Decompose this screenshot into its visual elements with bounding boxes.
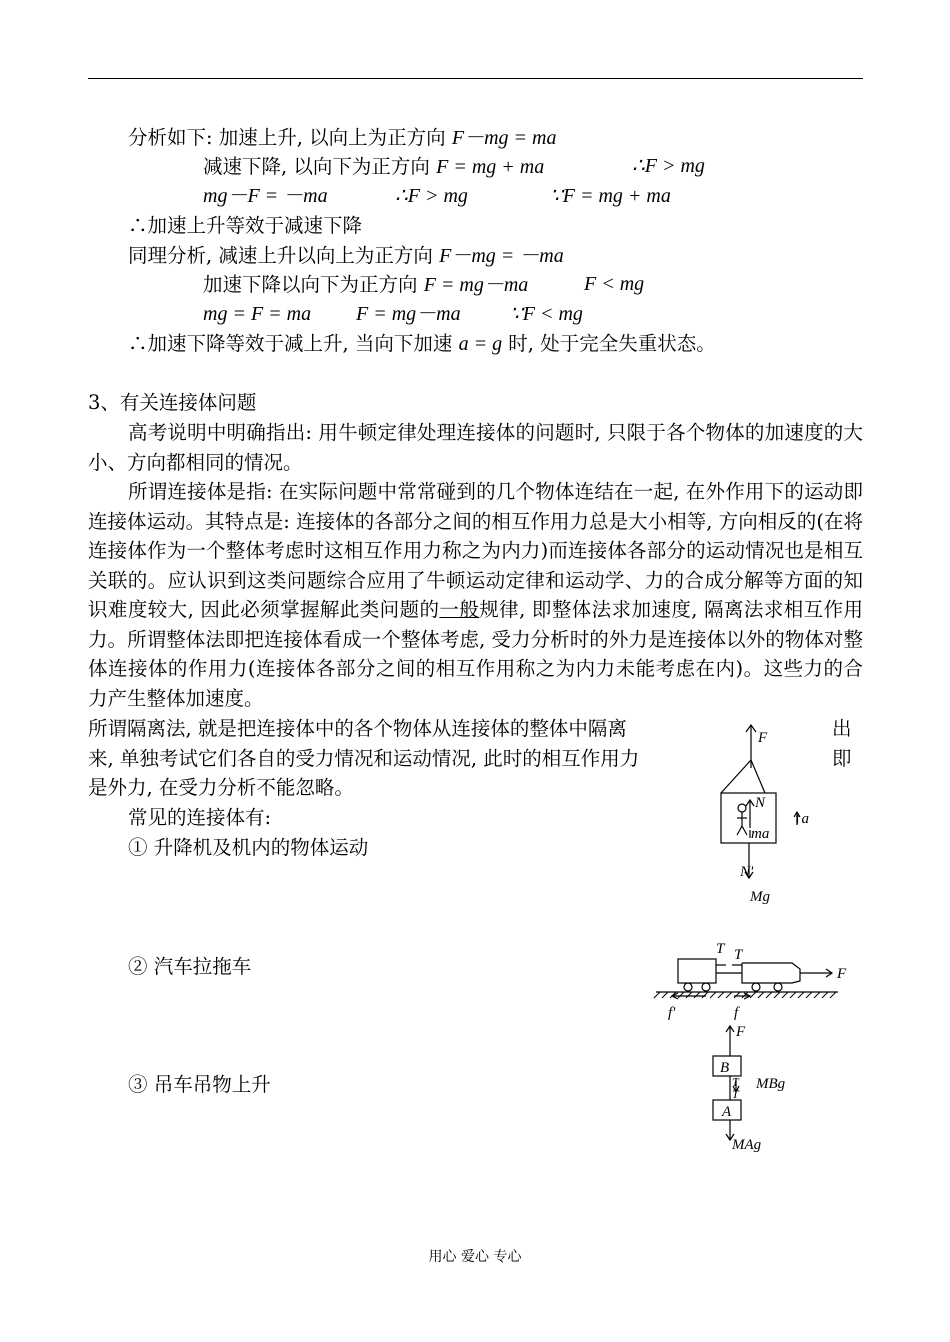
analysis-line-2: 减速下降, 以向下为正方向 F = mg + ma <box>203 155 545 178</box>
label-f: f <box>734 1005 739 1021</box>
label-MAg: MAg <box>732 1137 762 1153</box>
label-T-lower: T <box>732 1087 739 1101</box>
analysis-line-1: 分析如下: 加速上升, 以向上为正方向 F－mg = ma <box>128 126 557 149</box>
label-A: A <box>722 1104 732 1120</box>
underlined-text: 一般 <box>439 598 480 621</box>
label-F: F <box>758 730 768 746</box>
analysis-line-4: ∴加速上升等效于减速下降 <box>128 214 363 237</box>
analysis-line-3b: ∴F > mg <box>395 185 468 207</box>
crane-diagram <box>700 1022 810 1157</box>
page-footer: 用心 爱心 专心 <box>428 1249 522 1265</box>
section-title: 3、有关连接体问题 <box>88 391 257 414</box>
paragraph-3-line-1-end: 出 <box>832 717 852 740</box>
label-F: F <box>837 966 847 982</box>
paragraph-3-line-2: 来, 单独考试它们各自的受力情况和运动情况, 此时的相互作用力 <box>88 747 640 770</box>
elevator-diagram <box>715 720 825 910</box>
car-trailer-diagram <box>650 935 860 1025</box>
label-a: ↑a <box>794 811 809 827</box>
analysis-line-7b: F = mg－ma <box>356 303 461 325</box>
analysis-line-6: 加速下降以向下为正方向 F = mg－ma <box>203 273 529 296</box>
label-T-left: T <box>716 941 725 957</box>
paragraph-1: 高考说明中明确指出: 用牛顿定律处理连接体的问题时, 只限于各个物体的加速度的大小、方向都相同的情况。 <box>88 421 863 474</box>
label-N: N <box>755 795 766 811</box>
analysis-line-3a: mg－F = －ma <box>203 185 328 207</box>
analysis-line-7a: mg = F = ma <box>203 303 312 325</box>
item-car-trailer: ② 汽车拉拖车 <box>128 955 252 978</box>
common-connected-bodies: 常见的连接体有: <box>128 806 272 829</box>
analysis-line-7c: ∵F < mg <box>510 303 583 325</box>
paragraph-3-line-3: 是外力, 在受力分析不能忽略。 <box>88 776 354 799</box>
paragraph-3-line-2-end: 即 <box>832 747 852 770</box>
analysis-line-6-conclusion: F < mg <box>584 273 645 295</box>
item-elevator: ① 升降机及机内的物体运动 <box>128 836 369 859</box>
label-T-upper: T <box>732 1075 739 1089</box>
label-f-prime: f' <box>668 1005 676 1021</box>
item-crane: ③ 吊车吊物上升 <box>128 1073 271 1096</box>
paragraph-3-line-1: 所谓隔离法, 就是把连接体中的各个物体从连接体的整体中隔离 <box>88 717 627 740</box>
label-MBg: MBg <box>756 1076 786 1092</box>
analysis-line-8: ∴加速下降等效于减上升, 当向下加速 a = g 时, 处于完全失重状态。 <box>128 332 716 355</box>
label-T-right: T <box>734 947 743 963</box>
label-F: F <box>736 1024 746 1040</box>
label-Mg: Mg <box>750 889 770 905</box>
analysis-line-5: 同理分析, 减速上升以向上为正方向 F－mg = －ma <box>128 244 564 267</box>
analysis-line-2-conclusion: ∴F > mg <box>632 155 705 177</box>
analysis-line-3c: ∵F = mg + ma <box>550 185 671 207</box>
label-B: B <box>720 1060 730 1076</box>
label-ma: ma <box>751 826 770 842</box>
paragraph-2: 所谓连接体是指: 在实际问题中常常碰到的几个物体连结在一起, 在外作用下的运动即连接体运动。其特点是: 连接体的各部分之间的相互作用力总是大小相等, 方向相反的(在将连接体作为一个整体考虑时这相互作用力称之为内力)而连接体各部分的运动情况也是相互关联的。应认识到这类问题综合应用了牛顿运动定律和运动学、力的合成分解等方面的知识难度较大, 因此必须掌握解此类问题的一般规律, 即整体法求加速度, 隔离法求相互作用力。所谓整体法即把连接体看成一个整体考虑, 受力分析时的外力是连接体以外的物体对整体连接体的作用力(连接体各部分之间的相互作用称之为内力未能考虑在内)。这些力的合力产生整体加速度。 <box>88 480 863 710</box>
label-N-prime: N' <box>740 864 754 880</box>
header-rule <box>88 78 863 79</box>
